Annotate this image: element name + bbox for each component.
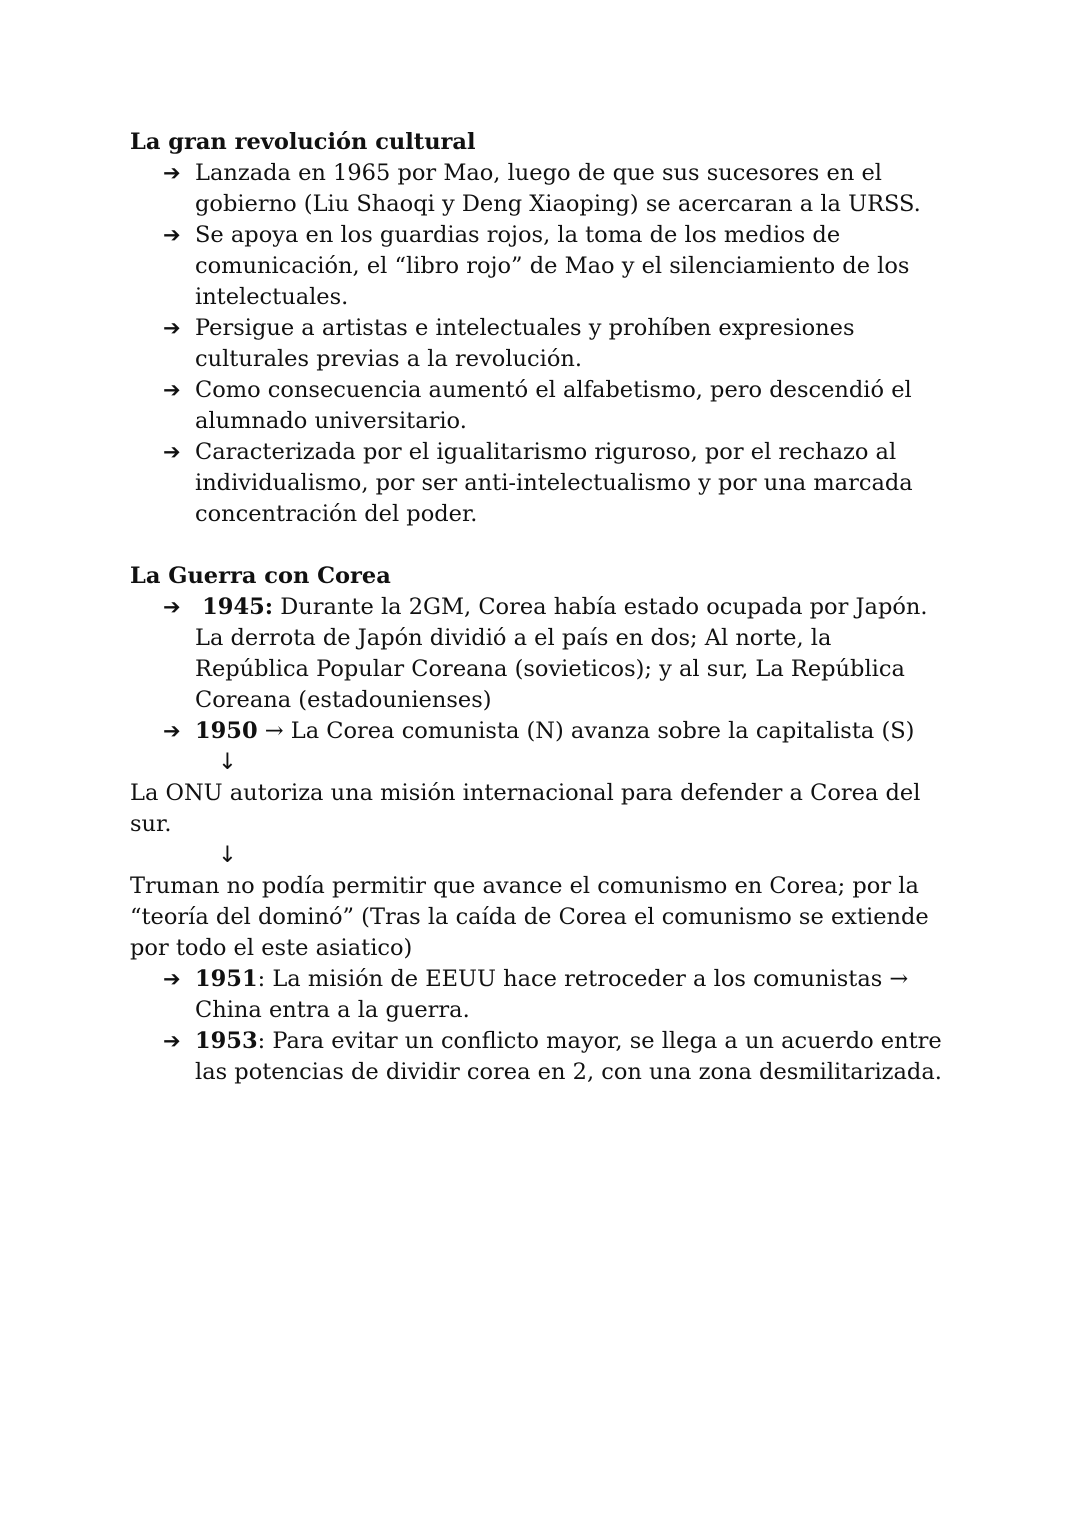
arrow-bullet-icon: ➔ [163, 967, 181, 991]
list-item-1950: ➔ 1950 → La Corea comunista (N) avanza sobre la capitalista (S) [130, 716, 950, 747]
arrow-bullet-icon: ➔ [163, 161, 181, 185]
list-item: ➔ Caracterizada por el igualitarismo riguroso, por el rechazo al individualismo, por ser anti-intelectualismo y por una marcada concentración del poder. [163, 439, 913, 527]
section-title-revolucion: La gran revolución cultural [130, 129, 476, 155]
spacer [130, 530, 950, 561]
arrow-bullet-icon: ➔ [163, 1029, 181, 1053]
section-title-corea: La Guerra con Corea [130, 563, 391, 589]
arrow-bullet-icon: ➔ [163, 440, 181, 464]
year-label: 1953 [195, 1028, 258, 1054]
year-label: 1950 [195, 718, 258, 744]
corea-list-2 [130, 964, 950, 1088]
arrow-bullet-icon: ➔ [163, 316, 181, 340]
document-page [130, 127, 950, 1088]
corea-list-1 [130, 592, 950, 747]
arrow-bullet-icon: ➔ [163, 223, 181, 247]
list-item-1951: ➔ 1951: La misión de EEUU hace retroceder a los comunistas → China entra a la guerra. [163, 966, 909, 1023]
revolucion-list [130, 158, 950, 530]
down-arrow-icon: ↓ [218, 749, 237, 775]
list-item: ➔ Persigue a artistas e intelectuales y prohíben expresiones culturales previas a la revolución. [163, 315, 855, 372]
arrow-bullet-icon: ➔ [163, 378, 181, 402]
list-item: ➔ Lanzada en 1965 por Mao, luego de que sus sucesores en el gobierno (Liu Shaoqi y Deng Xiaoping) se acercaran a la URSS. [163, 160, 921, 217]
list-item: ➔ Se apoya en los guardias rojos, la toma de los medios de comunicación, el “libro rojo” de Mao y el silenciamiento de los intelectuales. [163, 222, 910, 310]
truman-paragraph: Truman no podía permitir que avance el comunismo en Corea; por la “teoría del dominó” (Tras la caída de Corea el comunismo se extiende por todo el este asiatico) [130, 873, 929, 961]
down-arrow-icon: ↓ [218, 842, 237, 868]
list-item-1945: ➔ 1945: Durante la 2GM, Corea había estado ocupada por Japón. La derrota de Japón dividió a el país en dos; Al norte, la República Popular Coreana (sovieticos); y al sur, La República Coreana (estadounienses) [163, 594, 928, 713]
arrow-bullet-icon: ➔ [163, 719, 181, 743]
list-item-1953: ➔ 1953: Para evitar un conflicto mayor, se llega a un acuerdo entre las potencias de dividir corea en 2, con una zona desmilitarizada. [163, 1028, 942, 1085]
year-label: 1951 [195, 966, 258, 992]
year-label: 1945: [202, 594, 274, 620]
list-item: ➔ Como consecuencia aumentó el alfabetismo, pero descendió el alumnado universitario. [163, 377, 912, 434]
onu-paragraph: La ONU autoriza una misión internacional para defender a Corea del sur. [130, 780, 921, 837]
arrow-bullet-icon: ➔ [163, 595, 181, 619]
